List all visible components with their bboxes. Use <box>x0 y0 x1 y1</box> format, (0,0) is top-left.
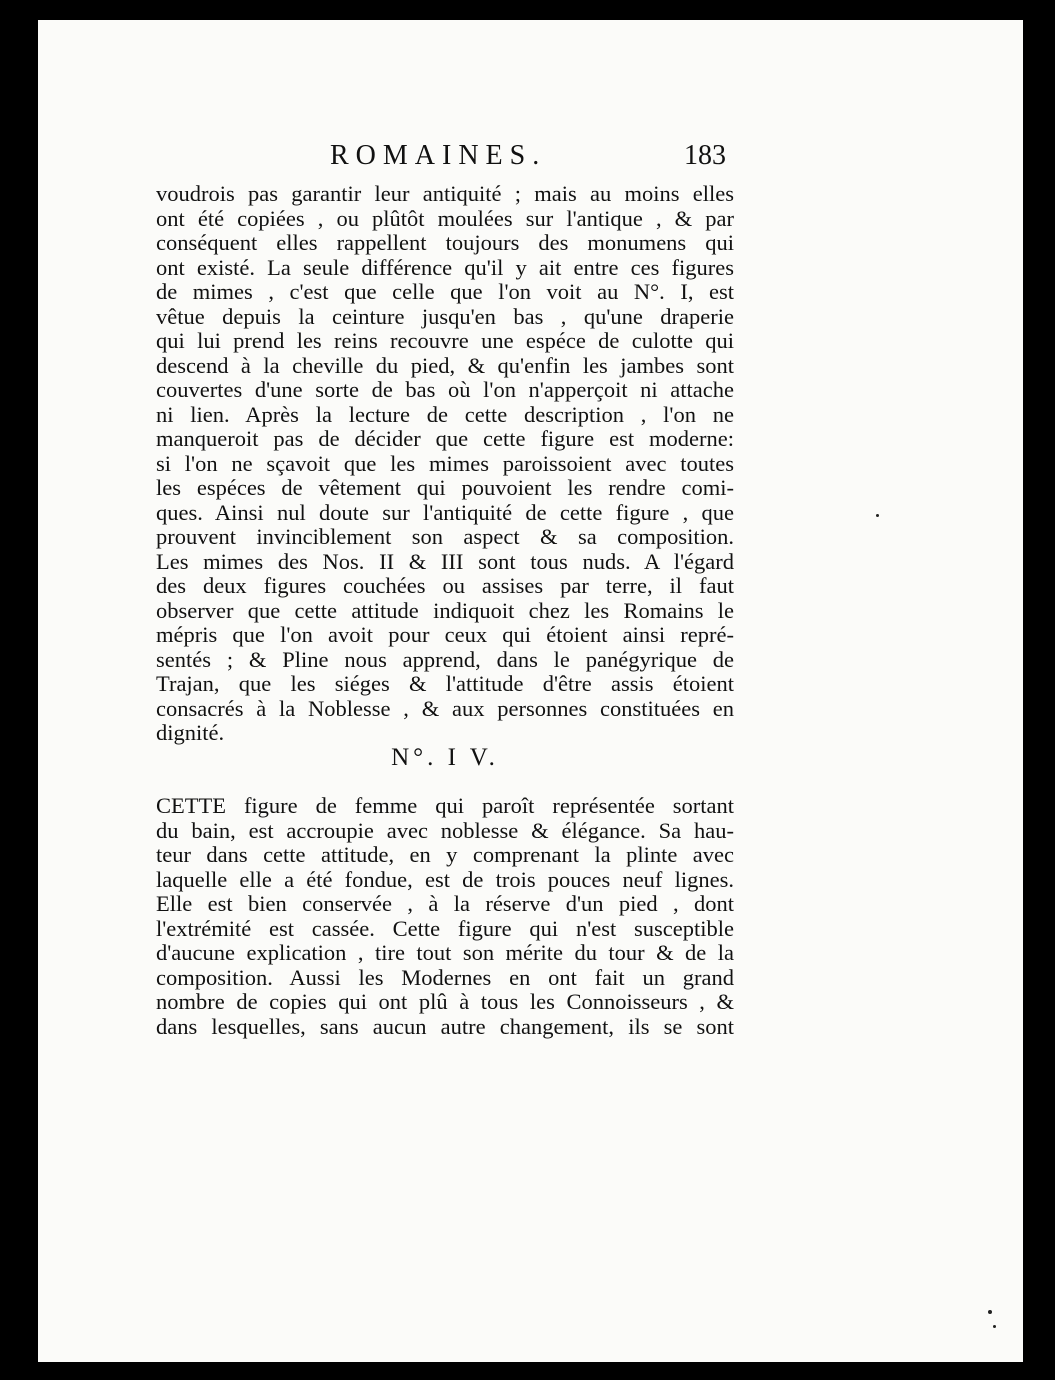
text-line: de mimes , c'est que celle que l'on voit au N°. I, est <box>156 279 734 304</box>
text-line: sentés ; & Pline nous apprend, dans le panégyrique de <box>156 646 734 672</box>
page-number: 183 <box>684 140 726 171</box>
text-line: teur dans cette attitude, en y comprenant la plinte avec <box>156 842 734 867</box>
text-line: ques. Ainsi nul doute sur l'antiquité de cette figure , que <box>156 499 734 525</box>
text-line: observer que cette attitude indiquoit chez les Romains le <box>156 597 734 623</box>
text-line: si l'on ne sçavoit que les mimes paroissoient avec toutes <box>156 450 734 476</box>
text-line: l'extrémité est cassée. Cette figure qui n'est susceptible <box>156 915 734 941</box>
paper-speck <box>876 514 879 517</box>
text-line: conséquent elles rappellent toujours des monumens qui <box>156 230 734 255</box>
text-line: Elle est bien conservée , à la réserve d'un pied , dont <box>156 891 734 916</box>
text-line: dans lesquelles, sans aucun autre changement, ils se sont <box>156 1013 734 1039</box>
text-line: descend à la cheville du pied, & qu'enfin les jambes sont <box>156 352 734 378</box>
text-line: nombre de copies qui ont plû à tous les Connoisseurs , & <box>156 989 734 1014</box>
text-line: qui lui prend les reins recouvre une espéce de culotte qui <box>156 328 734 353</box>
paragraph-1 <box>156 182 734 746</box>
text-line: Trajan, que les siéges & l'attitude d'être assis étoient <box>156 671 734 696</box>
paragraph-2 <box>156 794 734 1039</box>
text-line: manqueroit pas de décider que cette figure est moderne: <box>156 426 734 451</box>
text-line: Les mimes des Nos. II & III sont tous nuds. A l'égard <box>156 548 734 574</box>
text-line: consacrés à la Noblesse , & aux personnes constituées en <box>156 695 734 721</box>
text-line: ni lien. Après la lecture de cette description , l'on ne <box>156 401 734 427</box>
text-line: composition. Aussi les Modernes en ont fait un grand <box>156 964 734 990</box>
paper-speck <box>993 1325 996 1328</box>
text-line: les espéces de vêtement qui pouvoient les rendre comi- <box>156 475 734 500</box>
section-heading: N°. I V. <box>391 744 499 771</box>
text-line: vêtue depuis la ceinture jusqu'en bas , qu'une draperie <box>156 303 734 329</box>
text-line: couvertes d'une sorte de bas où l'on n'apperçoit ni attache <box>156 377 734 402</box>
text-line: ont existé. La seule différence qu'il y ait entre ces figures <box>156 254 734 280</box>
running-title: ROMAINES. <box>330 140 547 171</box>
text-line: prouvent invinciblement son aspect & sa composition. <box>156 524 734 549</box>
text-line: voudrois pas garantir leur antiquité ; mais au moins elles <box>156 181 734 206</box>
text-line: laquelle elle a été fondue, est de trois pouces neuf lignes. <box>156 866 734 892</box>
text-line: d'aucune explication , tire tout son mérite du tour & de la <box>156 940 734 965</box>
text-line: mépris que l'on avoit pour ceux qui étoient ainsi repré- <box>156 622 734 647</box>
page-header <box>0 140 1055 184</box>
text-line: dignité. <box>156 720 225 745</box>
text-line: ont été copiées , ou plûtôt moulées sur l'antique , & par <box>156 205 734 231</box>
text-line: des deux figures couchées ou assises par terre, il faut <box>156 573 734 598</box>
text-line: du bain, est accroupie avec noblesse & élégance. Sa hau- <box>156 817 734 843</box>
paper-speck <box>988 1310 992 1314</box>
text-line: CETTE figure de femme qui paroît représentée sortant <box>156 793 734 818</box>
